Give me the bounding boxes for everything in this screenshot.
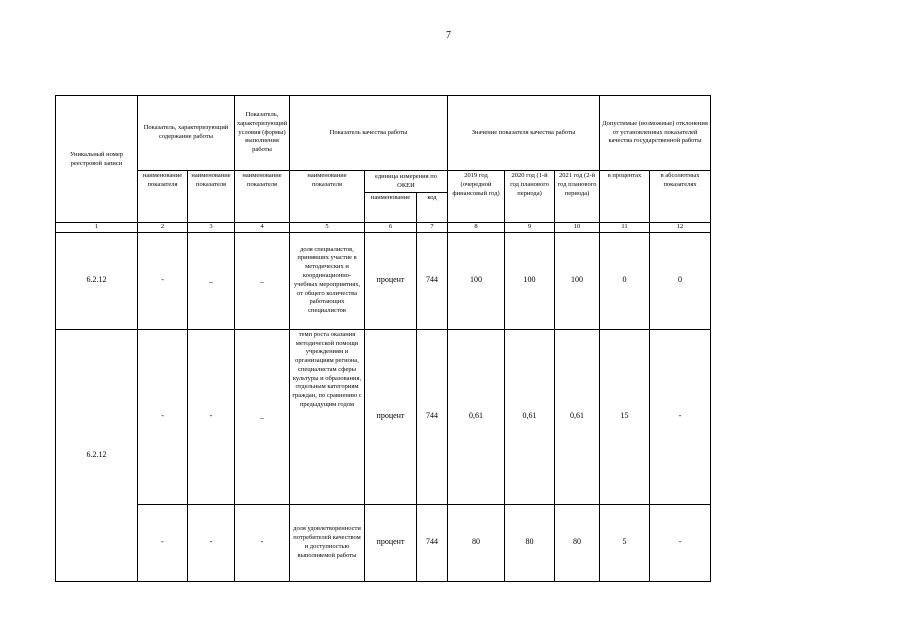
header-conditions-indicator: Показатель, характеризующий условия (формы) выполнения работы bbox=[235, 96, 290, 171]
cell-content-1: - bbox=[138, 329, 188, 504]
indicator-name: доля специалистов, принявших участие в методических и координационно-учебных мероприятиях, от общего количества работающих специалистов bbox=[290, 232, 365, 329]
table-row bbox=[56, 329, 711, 504]
value-2020: 0,61 bbox=[505, 329, 555, 504]
registry-number: 6.2.12 bbox=[56, 232, 138, 329]
cell-conditions: _ bbox=[235, 232, 290, 329]
value-2019: 100 bbox=[448, 232, 505, 329]
unit-code: 744 bbox=[417, 232, 448, 329]
deviation-percent: 5 bbox=[600, 504, 650, 581]
cell-content-1: - bbox=[138, 232, 188, 329]
unit-name: процент bbox=[365, 329, 417, 504]
value-2021: 100 bbox=[555, 232, 600, 329]
column-number: 1 bbox=[56, 223, 138, 233]
header-year-2020: 2020 год (1-й год планового периода) bbox=[505, 171, 555, 223]
unit-name: процент bbox=[365, 232, 417, 329]
value-2021: 0,61 bbox=[555, 329, 600, 504]
header-year-2021: 2021 год (2-й год планового периода) bbox=[555, 171, 600, 223]
header-name-indicator-2: наименование показателя bbox=[188, 171, 235, 223]
header-unit-code: код bbox=[417, 193, 448, 223]
column-number: 3 bbox=[188, 223, 235, 233]
column-number: 10 bbox=[555, 223, 600, 233]
deviation-absolute: - bbox=[650, 504, 711, 581]
column-number: 7 bbox=[417, 223, 448, 233]
header-name-indicator-3: наименование показателя bbox=[235, 171, 290, 223]
column-number: 8 bbox=[448, 223, 505, 233]
header-name-indicator-4: наименование показателя bbox=[290, 171, 365, 223]
indicator-name: темп роста оказания методической помощи учреждениям и организациям региона, специалистам сферы культуры и образования, отдельным категориям граждан, по сравнению с предыдущим годом bbox=[290, 329, 365, 504]
deviation-absolute: - bbox=[650, 329, 711, 504]
cell-conditions: - bbox=[235, 504, 290, 581]
unit-code: 744 bbox=[417, 329, 448, 504]
cell-content-2: _ bbox=[188, 232, 235, 329]
column-number: 6 bbox=[365, 223, 417, 233]
column-number: 11 bbox=[600, 223, 650, 233]
cell-content-2: - bbox=[188, 329, 235, 504]
page-number: 7 bbox=[446, 30, 451, 41]
header-quality-value: Значение показателя качества работы bbox=[448, 96, 600, 171]
deviation-percent: 15 bbox=[600, 329, 650, 504]
value-2019: 80 bbox=[448, 504, 505, 581]
indicator-name: доля удовлетворенности потребителей качеством и доступностью выполняемой работы bbox=[290, 504, 365, 581]
deviation-percent: 0 bbox=[600, 232, 650, 329]
value-2020: 100 bbox=[505, 232, 555, 329]
header-quality-indicator: Показатель качества работы bbox=[290, 96, 448, 171]
cell-content-1: - bbox=[138, 504, 188, 581]
unit-code: 744 bbox=[417, 504, 448, 581]
cell-content-2: - bbox=[188, 504, 235, 581]
deviation-absolute: 0 bbox=[650, 232, 711, 329]
header-unit-okei: единица измерения по ОКЕИ bbox=[365, 171, 448, 193]
registry-number: 6.2.12 bbox=[56, 329, 138, 581]
column-number: 9 bbox=[505, 223, 555, 233]
header-name-indicator-1: наименование показателя bbox=[138, 171, 188, 223]
column-number: 2 bbox=[138, 223, 188, 233]
header-deviations: Допустимые (возможные) отклонения от установленных показателей качества государственной работы bbox=[600, 96, 711, 171]
value-2020: 80 bbox=[505, 504, 555, 581]
header-year-2019: 2019 год (очередной финансовый год) bbox=[448, 171, 505, 223]
column-number: 4 bbox=[235, 223, 290, 233]
quality-indicators-table bbox=[55, 95, 711, 582]
column-number: 5 bbox=[290, 223, 365, 233]
column-number: 12 bbox=[650, 223, 711, 233]
header-absolute: в абсолютных показателях bbox=[650, 171, 711, 223]
unit-name: процент bbox=[365, 504, 417, 581]
table-row bbox=[56, 232, 711, 329]
header-percent: в процентах bbox=[600, 171, 650, 223]
value-2019: 0,61 bbox=[448, 329, 505, 504]
header-unit-name: наименование bbox=[365, 193, 417, 223]
cell-conditions: _ bbox=[235, 329, 290, 504]
header-unique-number: Уникальный номер реестровой записи bbox=[56, 96, 138, 223]
table-row bbox=[56, 504, 711, 581]
header-content-indicator: Показатель, характеризующий содержание работы bbox=[138, 96, 235, 171]
value-2021: 80 bbox=[555, 504, 600, 581]
